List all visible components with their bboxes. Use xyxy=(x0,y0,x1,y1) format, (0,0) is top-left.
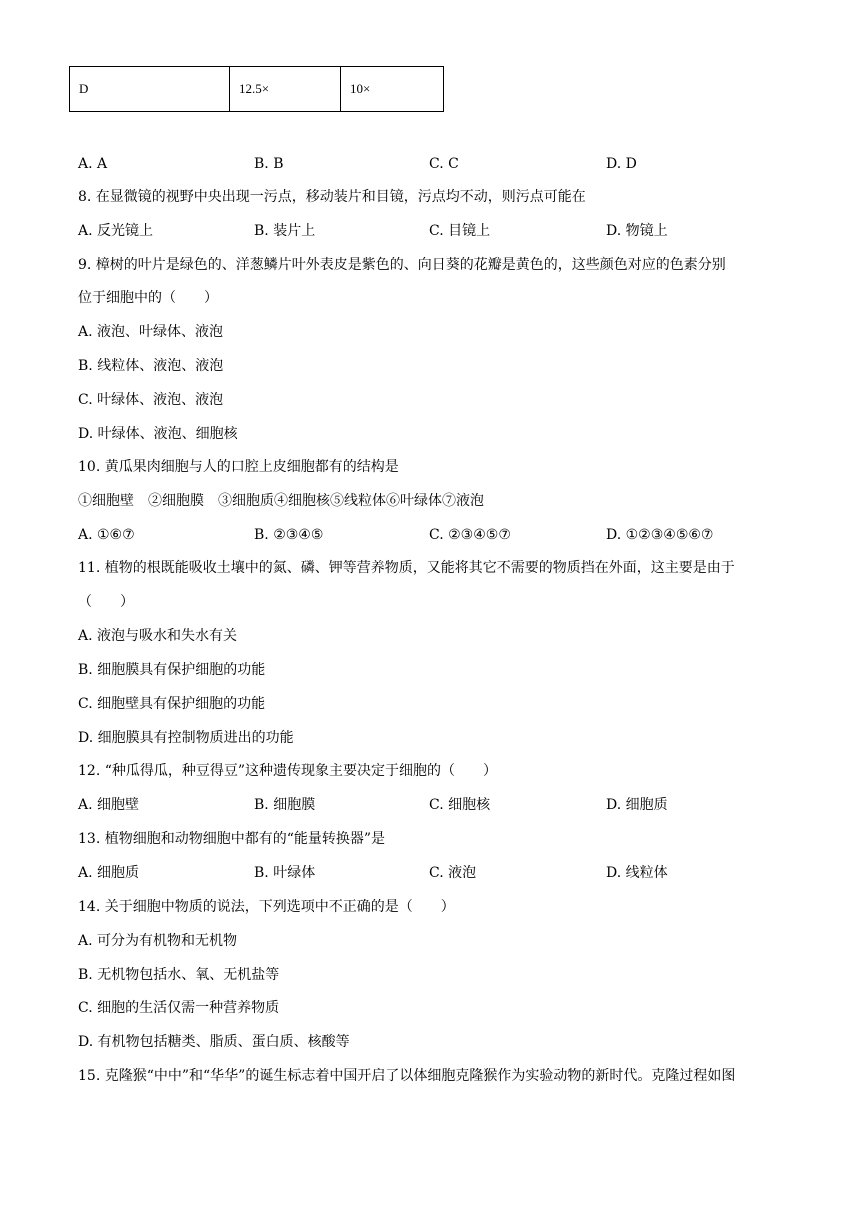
q11-option-d[interactable]: D. 细胞膜具有控制物质进出的功能 xyxy=(78,730,294,746)
q8-stem: 8. 在显微镜的视野中央出现一污点，移动装片和目镜，污点均不动，则污点可能在 xyxy=(78,189,586,205)
q7-option-b[interactable]: B. B xyxy=(254,156,284,172)
q12-option-a[interactable]: A. 细胞壁 xyxy=(78,797,140,813)
table-cell-eyepiece: 12.5× xyxy=(230,67,341,112)
q14-option-b[interactable]: B. 无机物包括水、氧、无机盐等 xyxy=(78,967,280,983)
q10-options xyxy=(78,525,838,545)
q12-options xyxy=(78,795,838,815)
q7-option-a[interactable]: A. A xyxy=(78,156,108,172)
q12-option-d[interactable]: D. 细胞质 xyxy=(606,797,668,813)
q8-option-c[interactable]: C. 目镜上 xyxy=(429,223,491,239)
q14-stem: 14. 关于细胞中物质的说法，下列选项中不正确的是（ ） xyxy=(78,899,455,915)
q11-stem-line2: （ ） xyxy=(78,594,134,610)
q7-options xyxy=(78,154,838,174)
q13-options xyxy=(78,863,838,883)
q10-option-c[interactable]: C. ②③④⑤⑦ xyxy=(429,527,511,543)
q9-stem-line2: 位于细胞中的（ ） xyxy=(78,290,218,306)
q10-stem: 10. 黄瓜果肉细胞与人的口腔上皮细胞都有的结构是 xyxy=(78,459,399,475)
q15-stem: 15. 克隆猴“中中”和“华华”的诞生标志着中国开启了以体细胞克隆猴作为实验动物的新时代。克隆过程如图 xyxy=(78,1068,736,1084)
table-cell-option: D xyxy=(70,67,230,112)
q11-option-a[interactable]: A. 液泡与吸水和失水有关 xyxy=(78,628,238,644)
table-row xyxy=(70,67,444,112)
q9-option-c[interactable]: C. 叶绿体、液泡、液泡 xyxy=(78,392,224,408)
q10-option-b[interactable]: B. ②③④⑤ xyxy=(254,527,324,543)
q13-option-a[interactable]: A. 细胞质 xyxy=(78,865,140,881)
q9-option-d[interactable]: D. 叶绿体、液泡、细胞核 xyxy=(78,426,238,442)
q11-option-c[interactable]: C. 细胞壁具有保护细胞的功能 xyxy=(78,696,266,712)
table-cell-objective: 10× xyxy=(341,67,444,112)
q9-stem-line1: 9. 樟树的叶片是绿色的、洋葱鳞片叶外表皮是紫色的、向日葵的花瓣是黄色的，这些颜色对应的色素分别 xyxy=(78,257,726,273)
q14-option-a[interactable]: A. 可分为有机物和无机物 xyxy=(78,933,238,949)
q8-option-b[interactable]: B. 装片上 xyxy=(254,223,316,239)
q14-option-d[interactable]: D. 有机物包括糖类、脂质、蛋白质、核酸等 xyxy=(78,1034,350,1050)
q10-option-d[interactable]: D. ①②③④⑤⑥⑦ xyxy=(606,527,714,543)
q7-option-c[interactable]: C. C xyxy=(429,156,459,172)
q13-option-c[interactable]: C. 液泡 xyxy=(429,865,477,881)
q7-option-d[interactable]: D. D xyxy=(606,156,637,172)
q8-option-d[interactable]: D. 物镜上 xyxy=(606,223,668,239)
q8-option-a[interactable]: A. 反光镜上 xyxy=(78,223,154,239)
q14-option-c[interactable]: C. 细胞的生活仅需一种营养物质 xyxy=(78,1000,280,1016)
magnification-table xyxy=(69,66,444,112)
q13-option-b[interactable]: B. 叶绿体 xyxy=(254,865,316,881)
q12-option-b[interactable]: B. 细胞膜 xyxy=(254,797,316,813)
q9-option-b[interactable]: B. 线粒体、液泡、液泡 xyxy=(78,358,224,374)
q12-stem: 12. “种瓜得瓜，种豆得豆”这种遗传现象主要决定于细胞的（ ） xyxy=(78,763,498,779)
q8-options xyxy=(78,221,838,241)
q13-option-d[interactable]: D. 线粒体 xyxy=(606,865,668,881)
q10-option-a[interactable]: A. ①⑥⑦ xyxy=(78,527,135,543)
q11-option-b[interactable]: B. 细胞膜具有保护细胞的功能 xyxy=(78,662,266,678)
q9-option-a[interactable]: A. 液泡、叶绿体、液泡 xyxy=(78,324,224,340)
q12-option-c[interactable]: C. 细胞核 xyxy=(429,797,491,813)
q13-stem: 13. 植物细胞和动物细胞中都有的“能量转换器”是 xyxy=(78,831,386,847)
q10-structure-list: ①细胞壁 ②细胞膜 ③细胞质④细胞核⑤线粒体⑥叶绿体⑦液泡 xyxy=(78,493,484,509)
q11-stem-line1: 11. 植物的根既能吸收土壤中的氮、磷、钾等营养物质，又能将其它不需要的物质挡在外面，这主要是由于 xyxy=(78,560,735,576)
